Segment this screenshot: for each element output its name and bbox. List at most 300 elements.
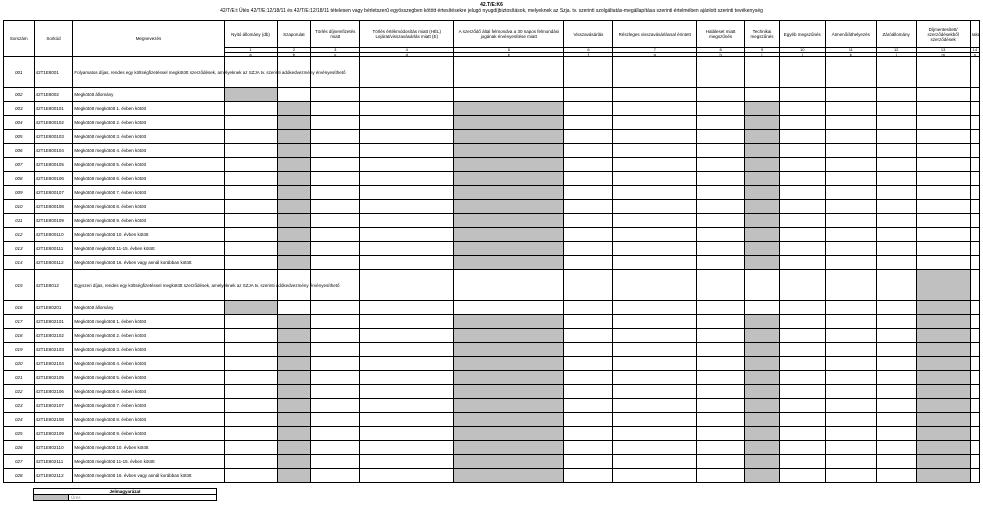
data-cell[interactable] — [779, 144, 825, 158]
data-cell[interactable] — [564, 371, 613, 385]
data-cell[interactable] — [360, 228, 454, 242]
data-cell[interactable] — [224, 343, 277, 357]
data-cell[interactable] — [613, 301, 697, 315]
data-cell[interactable] — [825, 357, 876, 371]
data-cell[interactable] — [697, 116, 745, 130]
data-cell[interactable] — [224, 242, 277, 256]
data-cell[interactable] — [916, 88, 970, 102]
data-cell[interactable] — [779, 242, 825, 256]
data-cell[interactable] — [311, 172, 360, 186]
data-cell[interactable] — [825, 158, 876, 172]
data-cell[interactable] — [224, 427, 277, 441]
data-cell[interactable] — [876, 186, 916, 200]
disabled-cell — [916, 385, 970, 399]
data-cell[interactable] — [360, 130, 454, 144]
data-cell[interactable] — [970, 158, 979, 172]
data-cell[interactable] — [454, 88, 564, 102]
data-cell[interactable] — [277, 88, 311, 102]
data-cell[interactable] — [970, 343, 979, 357]
data-cell[interactable] — [825, 343, 876, 357]
data-cell[interactable] — [311, 455, 360, 469]
data-cell[interactable] — [360, 214, 454, 228]
data-cell[interactable] — [825, 441, 876, 455]
data-cell[interactable] — [970, 102, 979, 116]
data-cell[interactable] — [564, 242, 613, 256]
data-cell[interactable] — [779, 228, 825, 242]
data-cell[interactable] — [697, 371, 745, 385]
data-cell[interactable] — [697, 130, 745, 144]
data-cell[interactable] — [360, 256, 454, 270]
data-cell[interactable] — [697, 399, 745, 413]
data-cell[interactable] — [970, 399, 979, 413]
data-cell[interactable] — [779, 301, 825, 315]
data-cell[interactable] — [779, 441, 825, 455]
data-cell[interactable] — [697, 57, 745, 88]
data-cell[interactable] — [825, 413, 876, 427]
data-cell[interactable] — [825, 130, 876, 144]
data-cell[interactable] — [916, 242, 970, 256]
data-cell[interactable] — [697, 343, 745, 357]
data-cell[interactable] — [779, 371, 825, 385]
data-cell[interactable] — [360, 427, 454, 441]
data-cell[interactable] — [224, 186, 277, 200]
data-cell[interactable] — [825, 186, 876, 200]
data-cell[interactable] — [825, 301, 876, 315]
data-cell[interactable] — [564, 88, 613, 102]
data-cell[interactable] — [876, 455, 916, 469]
data-cell[interactable] — [916, 102, 970, 116]
data-cell[interactable] — [613, 469, 697, 483]
data-cell[interactable] — [825, 385, 876, 399]
data-cell[interactable] — [825, 329, 876, 343]
data-cell[interactable] — [916, 172, 970, 186]
data-cell[interactable] — [825, 200, 876, 214]
data-cell[interactable] — [697, 301, 745, 315]
data-cell[interactable] — [564, 427, 613, 441]
data-cell[interactable] — [311, 214, 360, 228]
data-cell[interactable] — [613, 371, 697, 385]
data-cell[interactable] — [697, 228, 745, 242]
data-cell[interactable] — [970, 57, 979, 88]
data-cell[interactable] — [779, 57, 825, 88]
data-cell[interactable] — [311, 441, 360, 455]
data-cell[interactable] — [613, 214, 697, 228]
data-cell[interactable] — [454, 301, 564, 315]
data-cell[interactable] — [876, 158, 916, 172]
data-cell[interactable] — [311, 130, 360, 144]
data-cell[interactable] — [876, 242, 916, 256]
data-cell[interactable] — [916, 116, 970, 130]
data-cell[interactable] — [360, 385, 454, 399]
data-cell[interactable] — [970, 270, 979, 301]
data-cell[interactable] — [697, 158, 745, 172]
data-cell[interactable] — [311, 385, 360, 399]
data-cell[interactable] — [311, 357, 360, 371]
data-cell[interactable] — [697, 200, 745, 214]
data-cell[interactable] — [224, 413, 277, 427]
data-cell[interactable] — [613, 102, 697, 116]
data-cell[interactable] — [564, 200, 613, 214]
data-cell[interactable] — [613, 200, 697, 214]
data-cell[interactable] — [697, 144, 745, 158]
data-cell[interactable] — [779, 270, 825, 301]
data-cell[interactable] — [970, 329, 979, 343]
data-cell[interactable] — [970, 357, 979, 371]
data-cell[interactable] — [613, 357, 697, 371]
data-cell[interactable] — [745, 270, 780, 301]
data-cell[interactable] — [876, 427, 916, 441]
data-cell[interactable] — [564, 343, 613, 357]
data-cell[interactable] — [360, 343, 454, 357]
data-cell[interactable] — [697, 88, 745, 102]
data-cell[interactable] — [564, 102, 613, 116]
data-cell[interactable] — [825, 427, 876, 441]
column-number: 1 — [224, 48, 277, 53]
data-cell[interactable] — [311, 469, 360, 483]
data-cell[interactable] — [697, 214, 745, 228]
data-cell[interactable] — [224, 158, 277, 172]
data-cell[interactable] — [970, 256, 979, 270]
data-cell[interactable] — [697, 329, 745, 343]
data-cell[interactable] — [876, 214, 916, 228]
data-cell[interactable] — [360, 88, 454, 102]
data-cell[interactable] — [564, 158, 613, 172]
data-cell[interactable] — [825, 315, 876, 329]
data-cell[interactable] — [916, 144, 970, 158]
data-cell[interactable] — [360, 242, 454, 256]
data-cell[interactable] — [697, 256, 745, 270]
data-cell[interactable] — [564, 441, 613, 455]
data-cell[interactable] — [876, 116, 916, 130]
data-cell[interactable] — [916, 214, 970, 228]
data-cell[interactable] — [311, 343, 360, 357]
data-cell[interactable] — [745, 88, 780, 102]
data-cell[interactable] — [825, 242, 876, 256]
data-cell[interactable] — [916, 228, 970, 242]
data-cell[interactable] — [970, 172, 979, 186]
data-cell[interactable] — [564, 256, 613, 270]
data-cell[interactable] — [825, 469, 876, 483]
data-cell[interactable] — [779, 88, 825, 102]
data-cell[interactable] — [360, 57, 454, 88]
data-cell[interactable] — [970, 242, 979, 256]
data-cell[interactable] — [970, 116, 979, 130]
data-cell[interactable] — [311, 427, 360, 441]
data-cell[interactable] — [876, 357, 916, 371]
data-cell[interactable] — [564, 270, 613, 301]
data-cell[interactable] — [825, 270, 876, 301]
data-cell[interactable] — [224, 329, 277, 343]
data-cell[interactable] — [970, 371, 979, 385]
data-cell[interactable] — [564, 186, 613, 200]
data-cell[interactable] — [564, 329, 613, 343]
data-cell[interactable] — [224, 214, 277, 228]
data-cell[interactable] — [970, 186, 979, 200]
data-cell[interactable] — [970, 228, 979, 242]
data-cell[interactable] — [970, 385, 979, 399]
data-cell[interactable] — [825, 116, 876, 130]
data-cell[interactable] — [825, 144, 876, 158]
data-cell[interactable] — [876, 256, 916, 270]
data-cell[interactable] — [224, 455, 277, 469]
data-cell[interactable] — [970, 144, 979, 158]
data-cell[interactable] — [564, 413, 613, 427]
data-cell[interactable] — [564, 214, 613, 228]
data-cell[interactable] — [564, 455, 613, 469]
data-cell[interactable] — [224, 469, 277, 483]
data-cell[interactable] — [697, 385, 745, 399]
data-cell[interactable] — [825, 228, 876, 242]
data-cell[interactable] — [779, 357, 825, 371]
data-cell[interactable] — [876, 130, 916, 144]
data-cell[interactable] — [564, 144, 613, 158]
data-cell[interactable] — [697, 102, 745, 116]
data-cell[interactable] — [224, 315, 277, 329]
data-cell[interactable] — [613, 158, 697, 172]
data-cell[interactable] — [564, 469, 613, 483]
data-cell[interactable] — [970, 427, 979, 441]
data-cell[interactable] — [613, 427, 697, 441]
data-cell[interactable] — [745, 301, 780, 315]
data-cell[interactable] — [779, 315, 825, 329]
data-cell[interactable] — [224, 441, 277, 455]
data-cell[interactable] — [876, 102, 916, 116]
data-cell[interactable] — [224, 256, 277, 270]
data-cell[interactable] — [745, 57, 780, 88]
data-cell[interactable] — [564, 315, 613, 329]
data-cell[interactable] — [360, 301, 454, 315]
data-cell[interactable] — [697, 441, 745, 455]
data-cell[interactable] — [697, 242, 745, 256]
data-cell[interactable] — [311, 88, 360, 102]
data-cell[interactable] — [224, 385, 277, 399]
data-cell[interactable] — [825, 88, 876, 102]
data-cell[interactable] — [779, 413, 825, 427]
data-cell[interactable] — [311, 413, 360, 427]
data-cell[interactable] — [697, 270, 745, 301]
data-cell[interactable] — [613, 144, 697, 158]
data-cell[interactable] — [876, 441, 916, 455]
data-cell[interactable] — [454, 270, 564, 301]
data-cell[interactable] — [825, 172, 876, 186]
data-cell[interactable] — [311, 200, 360, 214]
data-cell[interactable] — [876, 301, 916, 315]
data-cell[interactable] — [779, 200, 825, 214]
data-cell[interactable] — [360, 158, 454, 172]
data-cell[interactable] — [311, 102, 360, 116]
data-cell[interactable] — [876, 57, 916, 88]
data-cell[interactable] — [613, 242, 697, 256]
data-cell[interactable] — [613, 343, 697, 357]
data-cell[interactable] — [360, 102, 454, 116]
data-cell[interactable] — [613, 116, 697, 130]
data-cell[interactable] — [970, 88, 979, 102]
data-cell[interactable] — [564, 116, 613, 130]
data-cell[interactable] — [360, 455, 454, 469]
data-cell[interactable] — [970, 214, 979, 228]
data-cell[interactable] — [779, 385, 825, 399]
data-cell[interactable] — [311, 242, 360, 256]
data-cell[interactable] — [876, 228, 916, 242]
data-cell[interactable] — [613, 385, 697, 399]
data-cell[interactable] — [360, 399, 454, 413]
data-cell[interactable] — [779, 102, 825, 116]
data-cell[interactable] — [779, 469, 825, 483]
data-cell[interactable] — [360, 329, 454, 343]
data-cell[interactable] — [876, 343, 916, 357]
data-cell[interactable] — [697, 455, 745, 469]
data-cell[interactable] — [613, 88, 697, 102]
data-cell[interactable] — [970, 413, 979, 427]
data-cell[interactable] — [224, 200, 277, 214]
data-cell[interactable] — [613, 172, 697, 186]
data-cell[interactable] — [916, 200, 970, 214]
data-cell[interactable] — [876, 413, 916, 427]
data-cell[interactable] — [564, 385, 613, 399]
data-cell[interactable] — [916, 57, 970, 88]
data-cell[interactable] — [360, 270, 454, 301]
data-cell[interactable] — [311, 399, 360, 413]
data-cell[interactable] — [825, 399, 876, 413]
data-cell[interactable] — [876, 371, 916, 385]
data-cell[interactable] — [613, 228, 697, 242]
data-cell[interactable] — [825, 256, 876, 270]
data-cell[interactable] — [779, 116, 825, 130]
data-cell[interactable] — [564, 228, 613, 242]
data-cell[interactable] — [613, 455, 697, 469]
data-cell[interactable] — [876, 329, 916, 343]
data-cell[interactable] — [564, 130, 613, 144]
data-cell[interactable] — [779, 158, 825, 172]
data-cell[interactable] — [876, 469, 916, 483]
data-cell[interactable] — [613, 256, 697, 270]
data-cell[interactable] — [311, 144, 360, 158]
data-cell[interactable] — [564, 399, 613, 413]
data-cell[interactable] — [779, 172, 825, 186]
data-cell[interactable] — [311, 256, 360, 270]
data-cell[interactable] — [697, 427, 745, 441]
data-cell[interactable] — [311, 315, 360, 329]
data-cell[interactable] — [360, 144, 454, 158]
data-cell[interactable] — [360, 357, 454, 371]
data-cell[interactable] — [916, 256, 970, 270]
data-cell[interactable] — [825, 57, 876, 88]
data-cell[interactable] — [697, 315, 745, 329]
data-cell[interactable] — [360, 172, 454, 186]
data-cell[interactable] — [613, 441, 697, 455]
data-cell[interactable] — [311, 329, 360, 343]
data-cell[interactable] — [224, 399, 277, 413]
data-cell[interactable] — [916, 130, 970, 144]
data-cell[interactable] — [360, 116, 454, 130]
data-cell[interactable] — [876, 315, 916, 329]
data-cell[interactable] — [779, 186, 825, 200]
data-cell[interactable] — [613, 413, 697, 427]
data-cell[interactable] — [224, 102, 277, 116]
data-cell[interactable] — [360, 186, 454, 200]
data-cell[interactable] — [876, 88, 916, 102]
data-cell[interactable] — [311, 228, 360, 242]
data-cell[interactable] — [876, 172, 916, 186]
data-cell[interactable] — [564, 301, 613, 315]
data-cell[interactable] — [564, 57, 613, 88]
data-cell[interactable] — [779, 399, 825, 413]
data-cell[interactable] — [224, 130, 277, 144]
data-cell[interactable] — [876, 385, 916, 399]
data-cell[interactable] — [697, 469, 745, 483]
data-cell[interactable] — [825, 455, 876, 469]
data-cell[interactable] — [779, 329, 825, 343]
data-cell[interactable] — [916, 158, 970, 172]
data-cell[interactable] — [613, 186, 697, 200]
data-cell[interactable] — [876, 144, 916, 158]
data-cell[interactable] — [564, 357, 613, 371]
data-cell[interactable] — [613, 329, 697, 343]
data-cell[interactable] — [970, 130, 979, 144]
data-cell[interactable] — [697, 172, 745, 186]
data-cell[interactable] — [876, 399, 916, 413]
data-cell[interactable] — [613, 270, 697, 301]
data-cell[interactable] — [876, 200, 916, 214]
data-cell[interactable] — [779, 343, 825, 357]
data-cell[interactable] — [311, 116, 360, 130]
data-cell[interactable] — [613, 57, 697, 88]
data-cell[interactable] — [970, 469, 979, 483]
data-cell[interactable] — [360, 315, 454, 329]
data-cell[interactable] — [360, 413, 454, 427]
data-cell[interactable] — [224, 116, 277, 130]
data-cell[interactable] — [224, 228, 277, 242]
data-cell[interactable] — [277, 301, 311, 315]
data-cell[interactable] — [779, 427, 825, 441]
data-cell[interactable] — [224, 371, 277, 385]
data-cell[interactable] — [970, 315, 979, 329]
data-cell[interactable] — [825, 102, 876, 116]
data-cell[interactable] — [876, 270, 916, 301]
data-cell[interactable] — [697, 357, 745, 371]
data-cell[interactable] — [613, 130, 697, 144]
data-cell[interactable] — [311, 186, 360, 200]
data-cell[interactable] — [970, 200, 979, 214]
data-cell[interactable] — [613, 399, 697, 413]
data-cell[interactable] — [779, 256, 825, 270]
data-cell[interactable] — [970, 301, 979, 315]
data-cell[interactable] — [697, 413, 745, 427]
data-cell[interactable] — [779, 130, 825, 144]
data-cell[interactable] — [311, 301, 360, 315]
data-cell[interactable] — [311, 371, 360, 385]
data-cell[interactable] — [454, 57, 564, 88]
data-cell[interactable] — [360, 371, 454, 385]
data-cell[interactable] — [697, 186, 745, 200]
data-cell[interactable] — [970, 441, 979, 455]
data-cell[interactable] — [224, 357, 277, 371]
data-cell[interactable] — [916, 186, 970, 200]
data-cell[interactable] — [224, 172, 277, 186]
data-cell[interactable] — [224, 144, 277, 158]
data-cell[interactable] — [970, 455, 979, 469]
data-cell[interactable] — [564, 172, 613, 186]
data-cell[interactable] — [779, 455, 825, 469]
data-cell[interactable] — [613, 315, 697, 329]
data-cell[interactable] — [311, 158, 360, 172]
data-cell[interactable] — [825, 214, 876, 228]
data-cell[interactable] — [779, 214, 825, 228]
data-cell[interactable] — [360, 441, 454, 455]
data-cell[interactable] — [360, 200, 454, 214]
data-cell[interactable] — [825, 371, 876, 385]
data-cell[interactable] — [360, 469, 454, 483]
